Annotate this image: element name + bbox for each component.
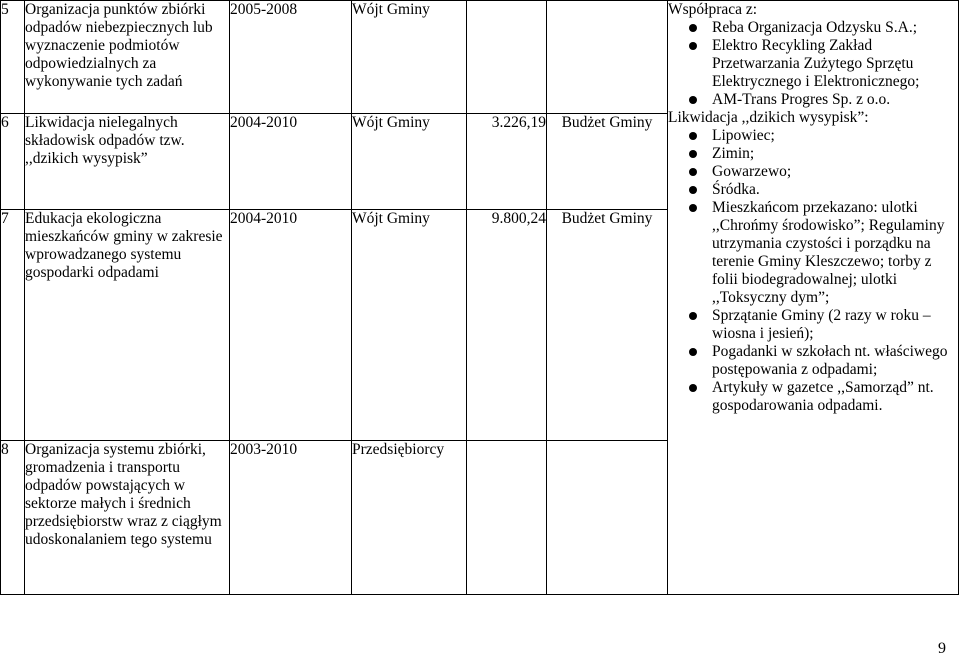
responsible-cell: Wójt Gminy — [352, 210, 467, 441]
responsible-cell: Wójt Gminy — [352, 1, 467, 114]
row-number: 6 — [1, 114, 25, 210]
cost-cell: 9.800,24 — [467, 210, 547, 441]
task-description: Likwidacja nielegalnych składowisk odpadów tzw. ,,dzikich wysypisk” — [25, 114, 230, 210]
list-item: Lipowiec; — [712, 127, 958, 145]
row-number: 5 — [1, 1, 25, 114]
responsible-cell: Wójt Gminy — [352, 114, 467, 210]
years-cell: 2004-2010 — [230, 210, 352, 441]
list-item: Zimin; — [712, 145, 958, 163]
dumps-heading: Likwidacja ,,dzikich wysypisk”: — [668, 109, 869, 126]
list-item: Mieszkańcom przekazano: ulotki ,,Chrońmy środowisko”; Regulaminy utrzymania czystości i porządku na terenie Gminy Kleszczewo; torby z folii biodegradowalnej; ulotki ,,Toksyczny dym”; — [712, 199, 958, 307]
list-item: AM-Trans Progres Sp. z o.o. — [712, 91, 958, 109]
cooperation-list — [668, 19, 958, 109]
years-cell: 2004-2010 — [230, 114, 352, 210]
dumps-list — [668, 127, 958, 199]
list-item: Artykuły w gazetce ,,Samorząd” nt. gospodarowania odpadami. — [712, 379, 958, 415]
source-cell — [547, 441, 668, 595]
page-number: 9 — [938, 640, 946, 657]
cost-cell — [467, 1, 547, 114]
source-cell — [547, 1, 668, 114]
list-item: Reba Organizacja Odzysku S.A.; — [712, 19, 958, 37]
cost-cell — [467, 441, 547, 595]
years-cell: 2003-2010 — [230, 441, 352, 595]
source-cell: Budżet Gminy — [547, 210, 668, 441]
cooperation-heading: Współpraca z: — [668, 1, 758, 18]
list-item: Elektro Recykling Zakład Przetwarzania Zużytego Sprzętu Elektrycznego i Elektronicznego; — [712, 37, 958, 91]
table-row — [1, 1, 959, 114]
task-description: Organizacja systemu zbiórki, gromadzenia i transportu odpadów powstających w sektorze małych i średnich przedsiębiorstw wraz z ciągłym udoskonalaniem tego systemu — [25, 441, 230, 595]
notes-cell — [668, 1, 959, 595]
list-item: Gowarzewo; — [712, 163, 958, 181]
row-number: 8 — [1, 441, 25, 595]
cost-cell: 3.226,19 — [467, 114, 547, 210]
task-description: Organizacja punktów zbiórki odpadów niebezpiecznych lub wyznaczenie podmiotów odpowiedzialnych za wykonywanie tych zadań — [25, 1, 230, 114]
list-item: Śródka. — [712, 181, 958, 199]
education-list — [668, 199, 958, 415]
task-description: Edukacja ekologiczna mieszkańców gminy w zakresie wprowadzanego systemu gospodarki odpadami — [25, 210, 230, 441]
list-item: Pogadanki w szkołach nt. właściwego postępowania z odpadami; — [712, 343, 958, 379]
row-number: 7 — [1, 210, 25, 441]
source-cell: Budżet Gminy — [547, 114, 668, 210]
list-item: Sprzątanie Gminy (2 razy w roku – wiosna i jesień); — [712, 307, 958, 343]
years-cell: 2005-2008 — [230, 1, 352, 114]
responsible-cell: Przedsiębiorcy — [352, 441, 467, 595]
